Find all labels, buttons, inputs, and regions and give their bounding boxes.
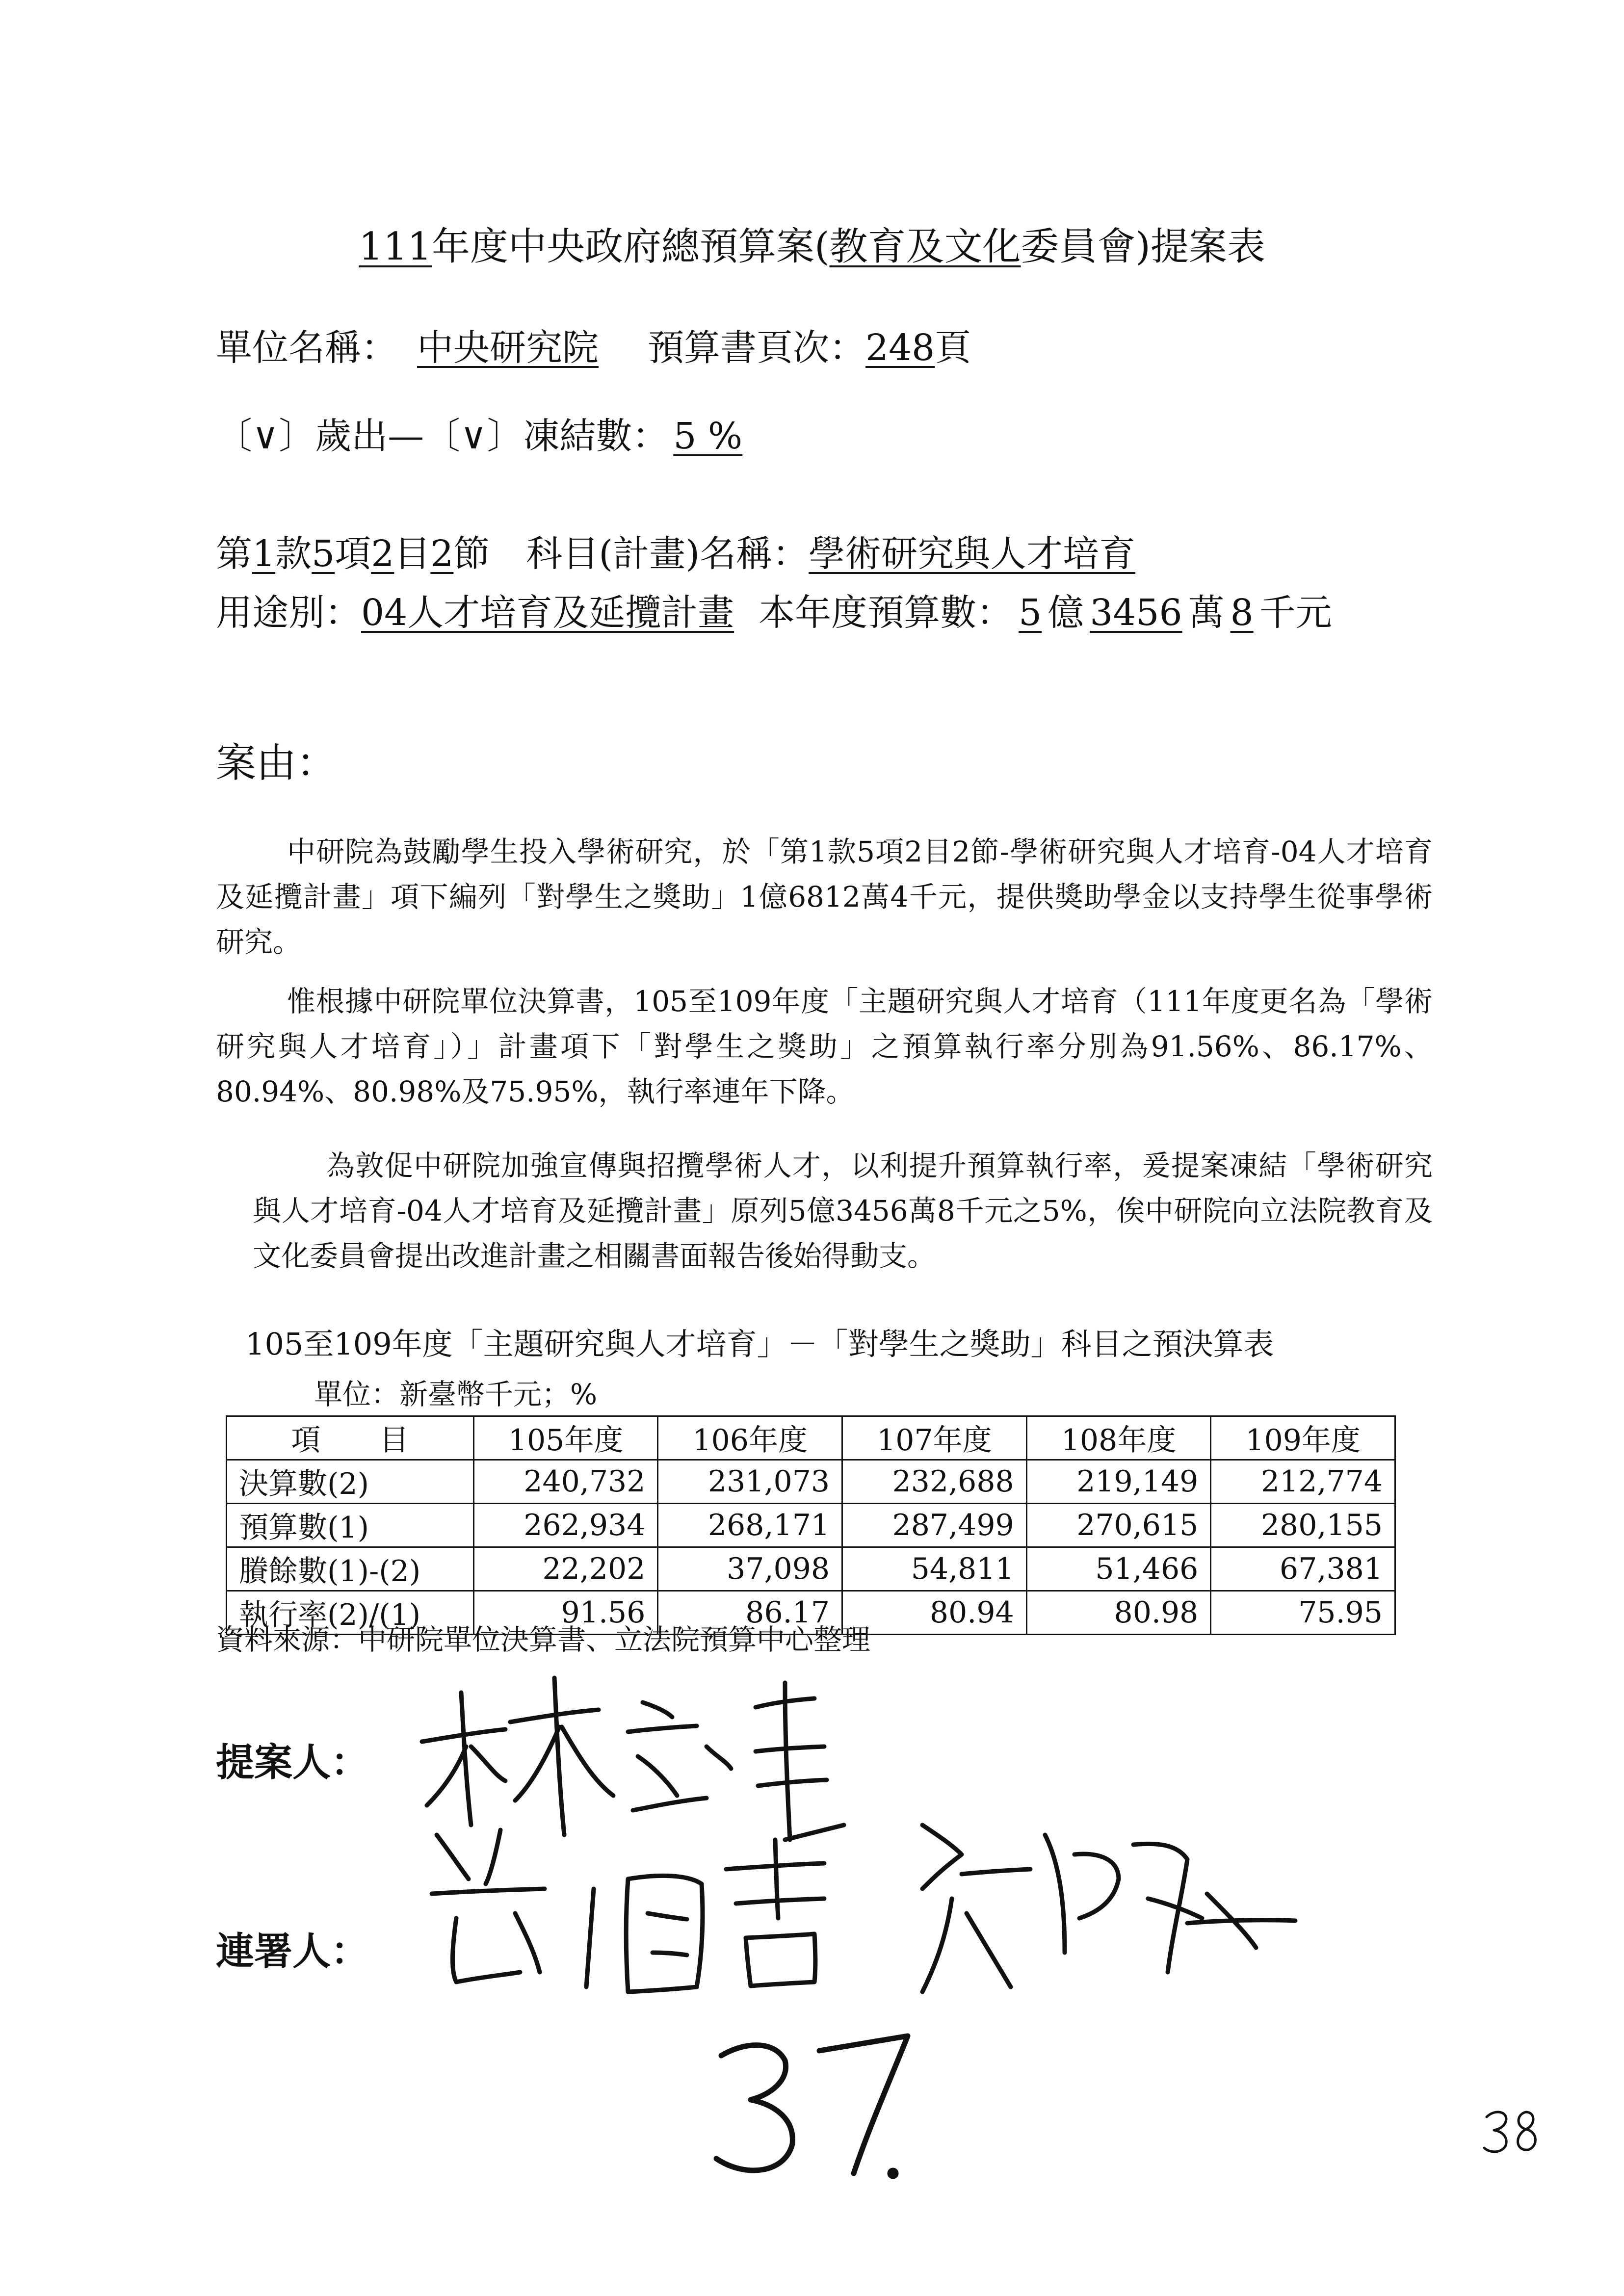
subject-p2: 款 bbox=[275, 533, 312, 575]
freeze-line bbox=[216, 407, 747, 459]
handwritten-number bbox=[702, 2011, 947, 2208]
unit-line bbox=[216, 319, 971, 371]
freeze-value: 5 % bbox=[673, 415, 743, 457]
usage-value: 04人才培育及延攬計畫 bbox=[361, 592, 734, 634]
table-cell: 賸餘數(1)-(2) bbox=[227, 1547, 474, 1591]
subject-n2: 5 bbox=[312, 533, 335, 575]
table-cell: 54,811 bbox=[842, 1547, 1027, 1591]
table-cell: 37,098 bbox=[658, 1547, 842, 1591]
table-header-row bbox=[227, 1416, 1395, 1460]
budget-table bbox=[226, 1415, 1396, 1635]
table-header: 108年度 bbox=[1026, 1416, 1211, 1460]
table-cell: 91.56 bbox=[473, 1591, 658, 1635]
table-cell: 67,381 bbox=[1211, 1547, 1395, 1591]
subject-n1: 1 bbox=[252, 533, 276, 575]
subject-p5: 節 科目(計畫)名稱： bbox=[453, 533, 809, 575]
subject-p3: 項 bbox=[335, 533, 371, 575]
unit-label: 單位名稱： bbox=[216, 327, 397, 369]
title-end: 委員會)提案表 bbox=[1021, 225, 1265, 269]
table-cell: 22,202 bbox=[473, 1547, 658, 1591]
table-row bbox=[227, 1460, 1395, 1504]
title-committee: 教育及文化 bbox=[829, 225, 1021, 269]
cosigner-signatures bbox=[422, 1805, 1315, 2021]
table-cell: 287,499 bbox=[842, 1504, 1027, 1547]
budget-qian: 8 bbox=[1230, 592, 1254, 634]
table-caption: 105至109年度「主題研究與人才培育」－「對學生之獎助」科目之預決算表 bbox=[245, 1326, 1274, 1362]
subject-n4: 2 bbox=[430, 533, 454, 575]
table-cell: 232,688 bbox=[842, 1460, 1027, 1504]
table-header: 107年度 bbox=[842, 1416, 1027, 1460]
table-cell: 預算數(1) bbox=[227, 1504, 474, 1547]
document-title bbox=[0, 216, 1624, 271]
table-cell: 212,774 bbox=[1211, 1460, 1395, 1504]
title-year: 111 bbox=[359, 225, 432, 269]
table-cell: 決算數(2) bbox=[227, 1460, 474, 1504]
table-header: 106年度 bbox=[658, 1416, 842, 1460]
budget-label: 本年度預算數： bbox=[759, 592, 1013, 634]
table-cell: 80.98 bbox=[1026, 1591, 1211, 1635]
unit-value: 中央研究院 bbox=[417, 327, 599, 369]
proposer-label: 提案人： bbox=[216, 1740, 369, 1785]
budget-wan-unit: 萬 bbox=[1188, 592, 1225, 634]
subject-n3: 2 bbox=[371, 533, 394, 575]
subject-p1: 第 bbox=[216, 533, 252, 575]
title-mid: 年度中央政府總預算案( bbox=[432, 225, 830, 269]
table-cell: 51,466 bbox=[1026, 1547, 1211, 1591]
table-unit: 單位：新臺幣千元；% bbox=[314, 1378, 598, 1411]
budget-yi-unit: 億 bbox=[1048, 592, 1084, 634]
table-cell: 執行率(2)/(1) bbox=[227, 1591, 474, 1635]
page-label: 預算書頁次： bbox=[648, 327, 865, 369]
budget-yi: 5 bbox=[1019, 592, 1042, 634]
page-number bbox=[1482, 2105, 1550, 2159]
table-cell: 280,155 bbox=[1211, 1504, 1395, 1547]
table-source: 資料來源：中研院單位決算書、立法院預算中心整理 bbox=[216, 1623, 871, 1656]
usage-line bbox=[216, 584, 1332, 636]
page-suffix: 頁 bbox=[935, 327, 971, 369]
budget-wan: 3456 bbox=[1090, 592, 1182, 634]
subject-p4: 目 bbox=[394, 533, 431, 575]
table-cell: 262,934 bbox=[473, 1504, 658, 1547]
page-value: 248 bbox=[865, 327, 935, 369]
table-row bbox=[227, 1547, 1395, 1591]
subject-line bbox=[216, 525, 1135, 577]
reason-paragraph-1: 中研院為鼓勵學生投入學術研究，於「第1款5項2目2節-學術研究與人才培育-04人才培育及延攬計畫」項下編列「對學生之獎助」1億6812萬4千元，提供獎助學金以支持學生從事學術研究。 bbox=[216, 835, 1433, 959]
table-cell: 80.94 bbox=[842, 1591, 1027, 1635]
table-header: 109年度 bbox=[1211, 1416, 1395, 1460]
table-cell: 240,732 bbox=[473, 1460, 658, 1504]
table-cell: 270,615 bbox=[1026, 1504, 1211, 1547]
freeze-prefix: 〔∨〕歲出—〔∨〕凍結數： bbox=[216, 415, 669, 457]
table-header: 項 目 bbox=[227, 1416, 474, 1460]
budget-qian-unit: 千元 bbox=[1259, 592, 1332, 634]
table-cell: 268,171 bbox=[658, 1504, 842, 1547]
subject-name: 學術研究與人才培育 bbox=[809, 533, 1136, 575]
table-cell: 219,149 bbox=[1026, 1460, 1211, 1504]
reason-paragraph-2: 惟根據中研院單位決算書，105至109年度「主題研究與人才培育（111年度更名為「學術研究與人才培育」）」計畫項下「對學生之獎助」之預算執行率分別為91.56%、86.17%、80.94%、80.98%及75.95%，執行率連年下降。 bbox=[216, 985, 1433, 1108]
cosigner-label: 連署人： bbox=[216, 1929, 369, 1974]
table-row bbox=[227, 1504, 1395, 1547]
reason-paragraph-3: 為敦促中研院加強宣傳與招攬學術人才，以利提升預算執行率，爰提案凍結「學術研究與人才培育-04人才培育及延攬計畫」原列5億3456萬8千元之5%，俟中研院向立法院教育及文化委員會提出改進計畫之相關書面報告後始得動支。 bbox=[253, 1149, 1433, 1273]
table-cell: 86.17 bbox=[658, 1591, 842, 1635]
reason-heading: 案由： bbox=[216, 740, 337, 786]
usage-label: 用途別： bbox=[216, 592, 361, 634]
table-cell: 231,073 bbox=[658, 1460, 842, 1504]
table-cell: 75.95 bbox=[1211, 1591, 1395, 1635]
table-header: 105年度 bbox=[473, 1416, 658, 1460]
